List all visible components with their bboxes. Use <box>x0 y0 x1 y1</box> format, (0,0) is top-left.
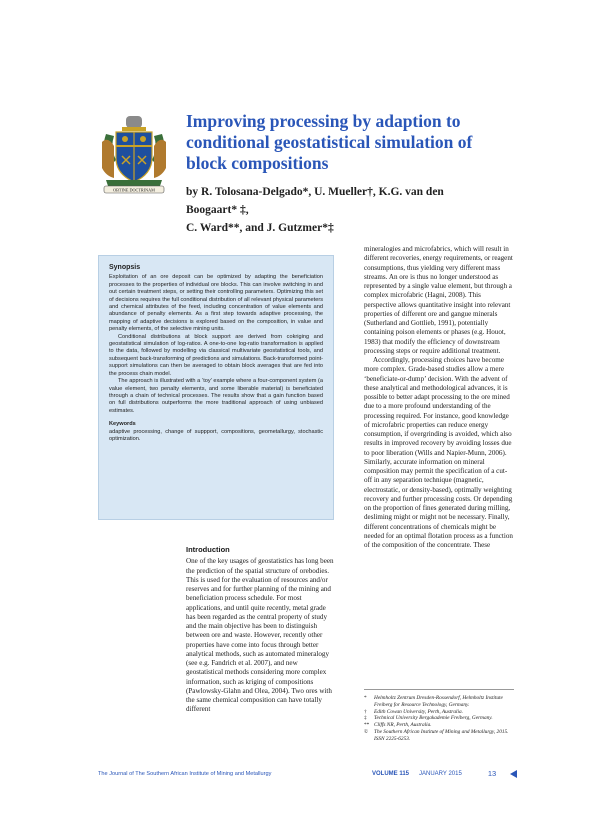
footnote-item: © The Southern African Institute of Mining and Metallurgy, 2015. ISSN 2225-6253. <box>364 728 509 742</box>
footnote-item: * Helmholtz Zentrum Dresden-Rossendorf, Helmholtz Institute Freiberg for Resource Technology, Germany. <box>364 695 503 708</box>
keywords-heading: Keywords <box>109 421 136 428</box>
right-column <box>364 245 514 550</box>
footnote-divider <box>364 689 514 690</box>
crest-motto-text: OBTINE DOCTRINAM <box>113 187 155 193</box>
right-column-paragraph-1: mineralogies and microfabrics, which will result in different recoveries, energy requirements, or reagent consumptions, thus yielding very different mass streams. An ore is thus no longer understood as represented by a single value element, but through a complex microfabric (Hagni, 2008). This perspective allows quantitative insight into relevant properties of different ore and gangue minerals (Sutherland and Gottlieb, 1991), potentially containing poison elements or phases (e.g. Houot, 1983) that modify the efficiency of downstream processing steps or require additional treatment. <box>364 245 513 355</box>
crest-wreath <box>122 127 146 131</box>
synopsis-box <box>98 255 334 520</box>
synopsis-paragraph-1: Exploitation of an ore deposit can be optimized by adapting the beneficiation processes to the properties of individual ore blocks. This can involve switching in and out certain treatment steps, or setting their controlling parameters. Optimizing this set of decisions requires the full conditional distribution of all relevant physical parameters and chemical attributes of the feed, including concentration of value elements and abundance of penalty elements. As a first step towards adaptive processing, the mapping of adaptive decisions is explored based on the composition, in value and penalty elements, of the selective mining units. <box>109 274 323 333</box>
author-list <box>186 183 476 237</box>
synopsis-heading: Synopsis <box>109 264 141 271</box>
page-arrow-icon <box>510 770 517 778</box>
synopsis-paragraph-3: The approach is illustrated with a ‘toy’ example where a four-component system (a value element, two penalty elements, and some liberable material) is beneficiated through a chain of technical processes. The results show that a gain function based on full distributions outperforms the more traditional approach of using unbiased estimates. <box>109 378 323 414</box>
crest-compartment <box>106 180 162 186</box>
synopsis-paragraph-2: Conditional distributions at block support are derived from cokriging and geostatistical simulation of log-ratios. A one-to-one log-ratio transformation is applied to the data, followed by modelling via classical multivariate geostatistical tools, and subsequent back-transforming of predictions and simulations. Back-transformed point-support simulations can then be averaged to obtain block averages that are fed into the process chain model. <box>109 333 323 377</box>
footer-journal-name: The Journal of The Southern African Institute of Mining and Metallurgy <box>98 771 272 777</box>
institute-crest <box>98 112 170 194</box>
right-column-paragraph-2: Accordingly, processing choices have become more complex. Grade-based studies allow a mere ‘beneficiate-or-dump’ decision. With the advent of these analytical and methodological advances, it is possible to better adapt processing to the ore mined due to a more profound understanding of the processing required. For instance, good knowledge of microfabric properties can reduce energy consumption, if overgrinding is avoided, which also results in improved recovery by avoiding losses due to poor liberation (Wills and Napier-Munn, 2006). Similarly, accurate information on mineral composition may permit the specification of a cut-off in any separation technique (magnetic, electrostatic, or density-based), optimally weighting recovery and further processing costs. Or depending on the proportion of fines generated during milling, desliming might or might not be necessary. Finally, different concentrations of chemicals might be needed for an optimal flotation process as a function of the composition of the concentrate. These <box>364 356 513 549</box>
introduction-heading: Introduction <box>186 545 230 554</box>
crest-supporter-left <box>102 140 114 178</box>
footer-issue-info <box>372 769 517 778</box>
article-title: Improving processing by adaption to conditional geostatistical simulation of block compositions <box>186 111 473 173</box>
crest-supporter-right <box>154 140 166 178</box>
introduction-column <box>186 545 334 715</box>
footnote-item: ‡ Technical University Bergakademie Freiberg, Germany. <box>364 715 493 722</box>
footer-date: JANUARY 2015 <box>419 770 462 777</box>
crest-helmet <box>126 116 142 128</box>
page-number: 13 <box>487 769 497 778</box>
author-line-1: by R. Tolosana-Delgado*, U. Mueller†, K.G. van den Boogaart* ‡, <box>186 186 444 216</box>
author-line-2: C. Ward**, and J. Gutzmer*‡ <box>186 222 334 234</box>
footer-volume: VOLUME 115 <box>372 770 410 777</box>
footnote-item: ** Cliffs NR, Perth, Australia. <box>364 722 432 729</box>
footnote-item: † Edith Cowan University, Perth, Australia. <box>364 708 463 715</box>
affiliation-footnotes <box>364 695 514 743</box>
introduction-paragraph: One of the key usages of geostatistics has long been the prediction of the spatial structure of orebodies. This is used for the evaluation of resources and/or reserves and for further planning of the mining and beneficiation process schedule. For most applications, and until quite recently, metal grade has been regarded as the central property of study and the main objective has been to distinguish between ore and waste. However, recently other properties have come into focus through better analytical methods, such as automated mineralogy (see e.g. Fandrich et al. 2007), and new geostatistical methods considering more complex information, such as kriging of compositions (Pawlowsky-Glahn and Olea, 2004). Two ores with the same chemical composition can have totally different <box>186 557 334 714</box>
keywords-list: adaptive processing, change of suppport, compositions, geometallurgy, stochastic optimization. <box>109 428 323 442</box>
